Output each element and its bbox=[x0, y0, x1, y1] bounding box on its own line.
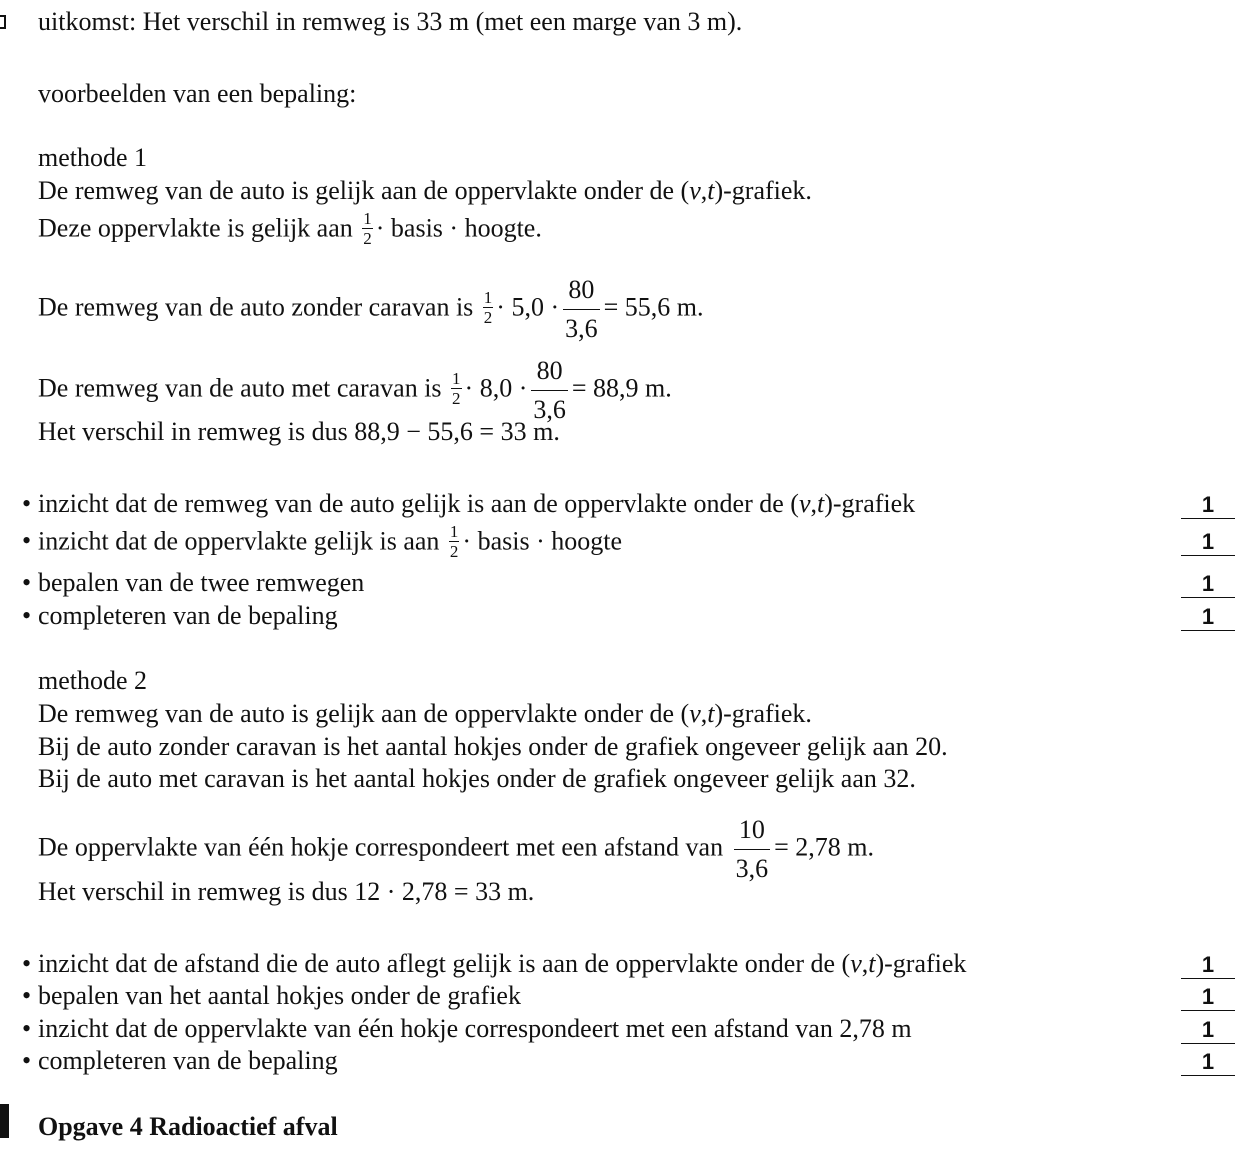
section-bar bbox=[0, 1104, 9, 1138]
uitkomst-line: uitkomst: Het verschil in remweg is 33 m (met een marge van 3 m). bbox=[38, 7, 743, 36]
speed-fraction: $\frac{80}{3,6}$ bbox=[533, 356, 566, 424]
methode2-line5: Het verschil in remweg is dus 12 · 2,78 = 33 m. bbox=[38, 877, 535, 906]
methode1-title: methode 1 bbox=[38, 143, 148, 172]
section-heading: Opgave 4 Radioactief afval bbox=[38, 1112, 338, 1141]
score-2-4: 1 bbox=[1181, 1049, 1235, 1076]
methode1-line2: Deze oppervlakte is gelijk aan $\frac{1}{2}$ · basis · hoogte. bbox=[38, 209, 542, 248]
criterion-1-3: • bepalen van de twee remwegen bbox=[22, 568, 365, 597]
criterion-2-4: • completeren van de bepaling bbox=[22, 1046, 338, 1075]
criterion-2-3: • inzicht dat de oppervlakte van één hokje correspondeert met een afstand van 2,78 m bbox=[22, 1014, 912, 1043]
criterion-1-4: • completeren van de bepaling bbox=[22, 601, 338, 630]
methode2-line3: Bij de auto met caravan is het aantal hokjes onder de grafiek ongeveer gelijk aan 32. bbox=[38, 764, 916, 793]
voorbeelden-heading: voorbeelden van een bepaling: bbox=[38, 79, 357, 108]
score-2-1: 1 bbox=[1181, 952, 1235, 979]
half-fraction: $\frac{1}{2}$ bbox=[363, 209, 372, 248]
half-fraction: $\frac{1}{2}$ bbox=[449, 522, 459, 561]
score-1-4: 1 bbox=[1181, 604, 1235, 631]
score-2-2: 1 bbox=[1181, 984, 1235, 1011]
methode1-line3: De remweg van de auto zonder caravan is $\frac{1}{2}$ · 5,0 · $\frac{80}{3,6}$ = 55,6 m. bbox=[38, 275, 704, 343]
criterion-2-2: • bepalen van het aantal hokjes onder de grafiek bbox=[22, 981, 521, 1010]
score-2-3: 1 bbox=[1181, 1017, 1235, 1044]
score-1-1: 1 bbox=[1181, 492, 1235, 519]
score-1-3: 1 bbox=[1181, 571, 1235, 598]
speed-fraction: $\frac{80}{3,6}$ bbox=[565, 275, 598, 343]
criterion-2-1: • inzicht dat de afstand die de auto aflegt gelijk is aan de oppervlakte onder de (v,t)-grafiek bbox=[22, 949, 967, 978]
methode1-line4: De remweg van de auto met caravan is $\frac{1}{2}$ · 8,0 · $\frac{80}{3,6}$ = 88,9 m. bbox=[38, 356, 672, 424]
methode1-line5: Het verschil in remweg is dus 88,9 − 55,6 = 33 m. bbox=[38, 417, 560, 446]
methode2-line4: De oppervlakte van één hokje correspondeert met een afstand van $\frac{10}{3,6}$ = 2,78 m. bbox=[38, 815, 874, 883]
methode2-line2: Bij de auto zonder caravan is het aantal hokjes onder de grafiek ongeveer gelijk aan 20. bbox=[38, 732, 948, 761]
half-fraction: $\frac{1}{2}$ bbox=[452, 369, 461, 408]
methode2-line1: De remweg van de auto is gelijk aan de oppervlakte onder de (v,t)-grafiek. bbox=[38, 699, 812, 728]
criterion-1-1: • inzicht dat de remweg van de auto gelijk is aan de oppervlakte onder de (v,t)-grafiek bbox=[22, 489, 916, 518]
criterion-1-2: • inzicht dat de oppervlakte gelijk is aan $\frac{1}{2}$ · basis · hoogte bbox=[22, 522, 623, 561]
score-1-2: 1 bbox=[1181, 529, 1235, 556]
margin-mark bbox=[0, 15, 6, 29]
half-fraction: $\frac{1}{2}$ bbox=[483, 288, 493, 327]
methode1-line1: De remweg van de auto is gelijk aan de oppervlakte onder de (v,t)-grafiek. bbox=[38, 176, 812, 205]
methode2-title: methode 2 bbox=[38, 666, 148, 695]
cell-distance-fraction: $\frac{10}{3,6}$ bbox=[735, 815, 769, 883]
